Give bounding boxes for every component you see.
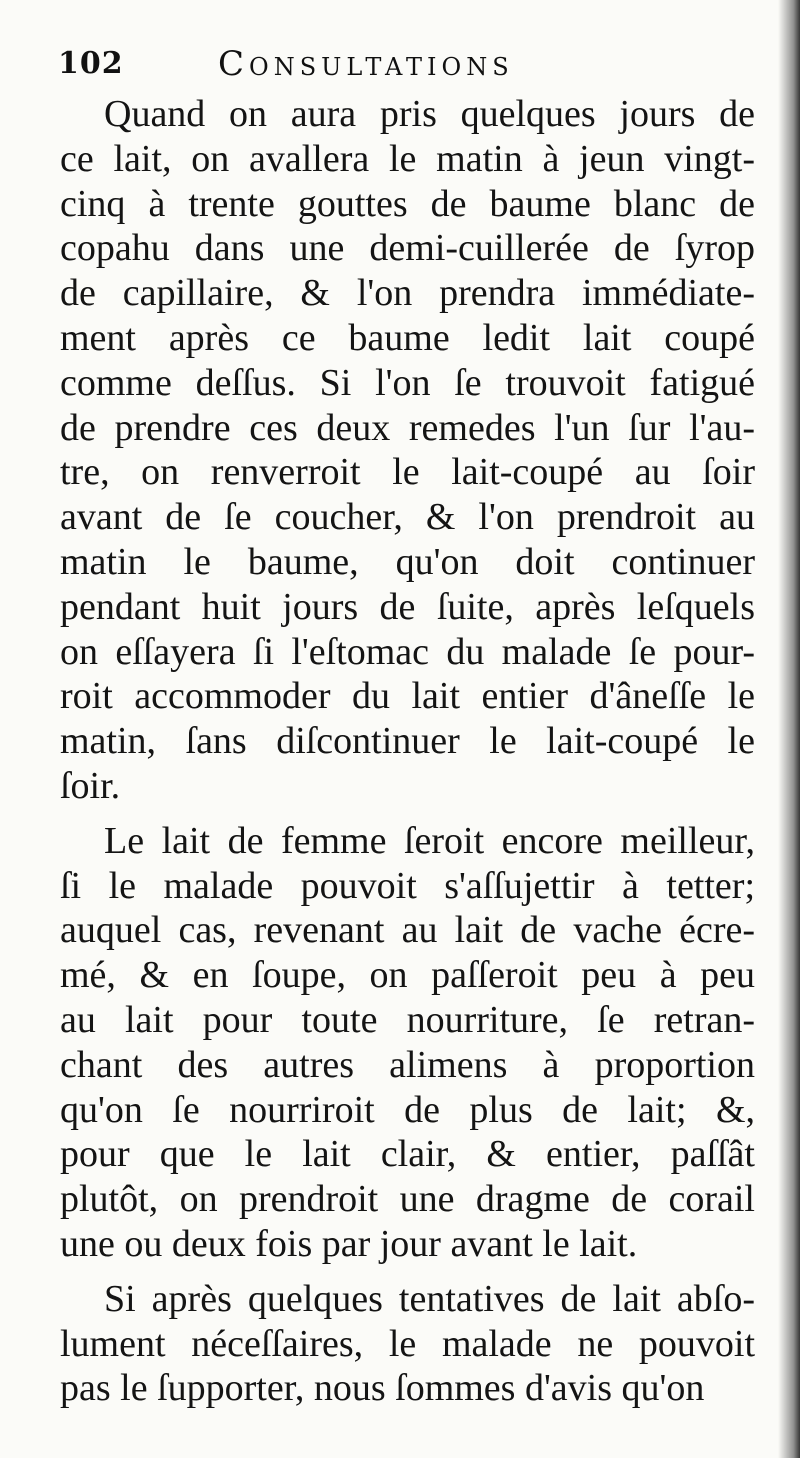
text-line: de prendre ces deux remedes l'un ſur l'au-	[60, 406, 755, 449]
text-line: pendant huit jours de ſuite, après leſquels	[60, 585, 755, 628]
text-line: ſi le malade pouvoit s'aſſujettir à tetter;	[60, 864, 755, 907]
text-line: matin le baume, qu'on doit continuer	[60, 540, 755, 583]
text-line: cinq à trente gouttes de baume blanc de	[60, 182, 755, 225]
text-line: pas le ſupporter, nous ſommes d'avis qu'on	[60, 1367, 705, 1410]
text-line: mé, & en ſoupe, on paſſeroit peu à peu	[60, 954, 755, 997]
text-line: lument néceſſaires, le malade ne pouvoit	[60, 1322, 755, 1365]
running-head	[58, 38, 758, 88]
paragraph	[60, 92, 755, 809]
page-edge-shadow	[778, 0, 800, 1458]
text-line: ment après ce baume ledit lait coupé	[60, 316, 755, 359]
running-title: Consultations	[218, 44, 514, 84]
text-line: chant des autres alimens à proportion	[60, 1043, 755, 1086]
text-line: une ou deux fois par jour avant le lait.	[60, 1222, 638, 1265]
page-number: 102	[58, 46, 124, 81]
text-line: copahu dans une demi-cuillerée de ſyrop	[60, 227, 755, 270]
paragraph	[60, 819, 755, 1267]
paragraph	[60, 1277, 755, 1411]
body-text	[60, 92, 755, 1411]
text-line: Si après quelques tentatives de lait abſo-	[104, 1277, 755, 1320]
text-line: roit accommoder du lait entier d'âneſſe le	[60, 675, 755, 718]
text-line: comme deſſus. Si l'on ſe trouvoit fatigué	[60, 361, 755, 404]
paragraph-gap	[60, 1267, 755, 1277]
text-line: tre, on renverroit le lait-coupé au ſoir	[60, 451, 755, 494]
paragraph-gap	[60, 809, 755, 819]
text-line: Le lait de femme ſeroit encore meilleur,	[104, 819, 755, 862]
text-line: qu'on ſe nourriroit de plus de lait; &,	[60, 1088, 755, 1131]
text-line: au lait pour toute nourriture, ſe retran-	[60, 998, 755, 1041]
text-line: pour que le lait clair, & entier, paſſât	[60, 1133, 755, 1176]
text-line: matin, ſans diſcontinuer le lait-coupé le	[60, 720, 755, 763]
text-line: plutôt, on prendroit une dragme de corail	[60, 1178, 755, 1221]
text-line: avant de ſe coucher, & l'on prendroit au	[60, 496, 755, 539]
text-line: ſoir.	[60, 764, 121, 807]
text-line: on eſſayera ſi l'eſtomac du malade ſe pour-	[60, 630, 755, 673]
text-line: de capillaire, & l'on prendra immédiate-	[60, 272, 755, 315]
text-line: auquel cas, revenant au lait de vache écre-	[60, 909, 755, 952]
text-line: Quand on aura pris quelques jours de	[104, 93, 755, 135]
text-line: ce lait, on avallera le matin à jeun vingt-	[60, 137, 755, 180]
